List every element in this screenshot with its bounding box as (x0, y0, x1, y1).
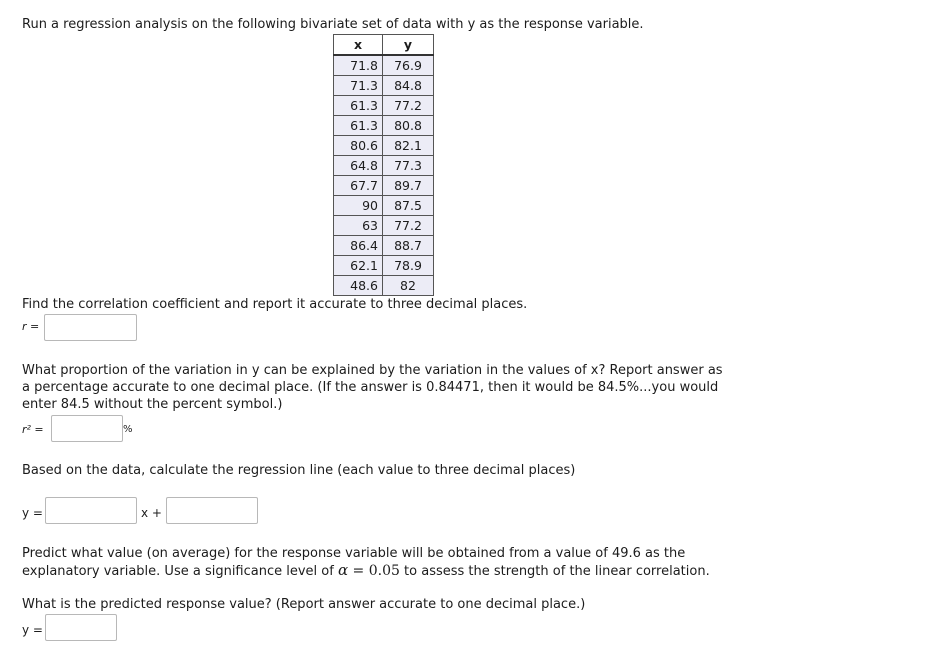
data-table (333, 34, 434, 296)
cell-x: 71.3 (334, 76, 383, 96)
column-header-x: x (334, 35, 383, 56)
cell-y: 78.9 (383, 256, 434, 276)
cell-x: 90 (334, 196, 383, 216)
r-input[interactable] (44, 314, 137, 341)
cell-x: 64.8 (334, 156, 383, 176)
table-row (334, 136, 434, 156)
cell-x: 71.8 (334, 55, 383, 76)
q1-prompt: Find the correlation coefficient and report it accurate to three decimal places. (22, 297, 528, 312)
cell-y: 89.7 (383, 176, 434, 196)
x-plus-label: x + (141, 506, 162, 520)
q2-prompt-line2: a percentage accurate to one decimal place. (If the answer is 0.84471, then it would be 84.5%...you would (22, 380, 719, 395)
table-row (334, 276, 434, 296)
q4-prompt-line2 (22, 562, 710, 580)
table-row (334, 116, 434, 136)
intro-text: Run a regression analysis on the following bivariate set of data with y as the response variable. (22, 17, 644, 32)
cell-y: 77.2 (383, 216, 434, 236)
table-row (334, 76, 434, 96)
table-header-row (334, 35, 434, 56)
q4-prompt-line2-start: explanatory variable. Use a significance level of (22, 564, 338, 579)
cell-x: 80.6 (334, 136, 383, 156)
table-row (334, 216, 434, 236)
cell-x: 67.7 (334, 176, 383, 196)
percent-unit: % (123, 424, 133, 435)
cell-y: 76.9 (383, 55, 434, 76)
table-row (334, 256, 434, 276)
q4-question: What is the predicted response value? (Report answer accurate to one decimal place.) (22, 597, 586, 612)
cell-y: 77.2 (383, 96, 434, 116)
q3-prompt: Based on the data, calculate the regression line (each value to three decimal places) (22, 463, 576, 478)
intercept-input[interactable] (166, 497, 258, 524)
cell-y: 77.3 (383, 156, 434, 176)
table-row (334, 196, 434, 216)
cell-x: 63 (334, 216, 383, 236)
cell-y: 82.1 (383, 136, 434, 156)
cell-y: 82 (383, 276, 434, 296)
cell-x: 61.3 (334, 96, 383, 116)
regression-y-label: y = (22, 506, 43, 520)
column-header-y: y (383, 35, 434, 56)
prediction-input[interactable] (45, 614, 117, 641)
r-label: r = (22, 320, 40, 333)
cell-x: 86.4 (334, 236, 383, 256)
table-row (334, 236, 434, 256)
table-row (334, 55, 434, 76)
q4-prompt-line1: Predict what value (on average) for the response variable will be obtained from a value of 49.6 as the (22, 546, 686, 561)
cell-x: 61.3 (334, 116, 383, 136)
prediction-y-label: y = (22, 623, 43, 637)
r-squared-input[interactable] (51, 415, 123, 442)
slope-input[interactable] (45, 497, 137, 524)
r-squared-label: r² = (22, 423, 44, 436)
table-row (334, 156, 434, 176)
alpha-value: = 0.05 (348, 563, 400, 579)
table-row (334, 96, 434, 116)
cell-x: 62.1 (334, 256, 383, 276)
cell-y: 80.8 (383, 116, 434, 136)
q2-prompt-line3: enter 84.5 without the percent symbol.) (22, 397, 283, 412)
cell-y: 84.8 (383, 76, 434, 96)
table-row (334, 176, 434, 196)
cell-x: 48.6 (334, 276, 383, 296)
q2-prompt-line1: What proportion of the variation in y can be explained by the variation in the values of x? Report answer as (22, 363, 723, 378)
cell-y: 88.7 (383, 236, 434, 256)
cell-y: 87.5 (383, 196, 434, 216)
q4-prompt-line2-end: to assess the strength of the linear correlation. (399, 564, 710, 579)
alpha-symbol: α (337, 561, 349, 579)
